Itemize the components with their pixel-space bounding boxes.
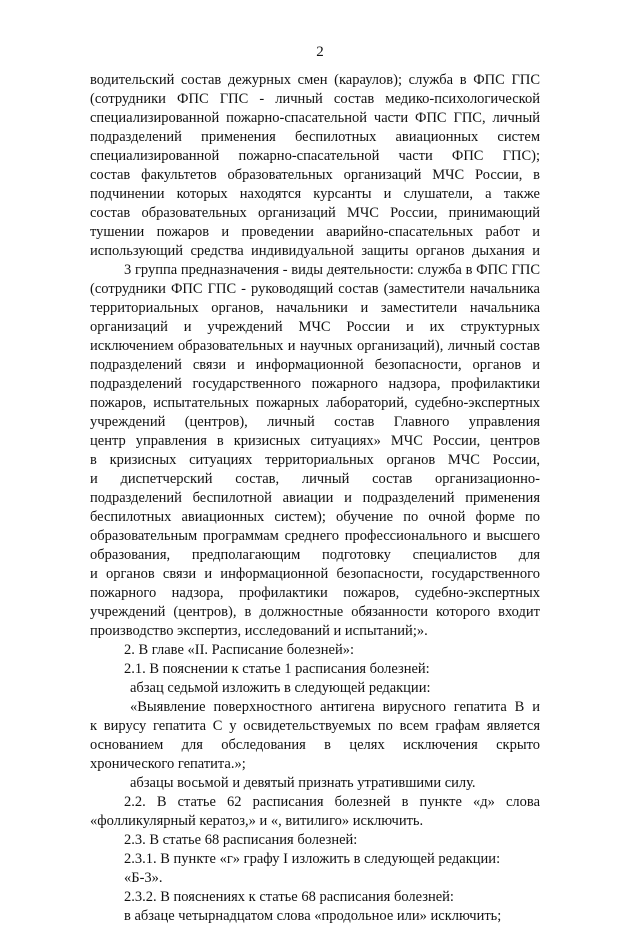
text-line: подразделений беспилотной авиации и подразделений применения (90, 490, 540, 506)
text-line: к вирусу гепатита С у освидетельствуемых по всем графам является (90, 718, 540, 734)
text-line: подразделений связи и информационной безопасности, органов и (90, 357, 540, 373)
text-line: 2.3. В статье 68 расписания болезней: (124, 832, 358, 848)
text-line: (сотрудники ФПС ГПС - личный состав медико-психологической (90, 91, 540, 107)
text-line: тушении пожаров и проведении аварийно-спасательных работ и (90, 224, 540, 240)
text-line: использующий средства индивидуальной защиты органов дыхания и (90, 243, 540, 259)
document-body (90, 71, 540, 926)
text-line: хронического гепатита.»; (90, 756, 246, 772)
text-line: 2.3.1. В пункте «г» графу I изложить в следующей редакции: (124, 851, 501, 867)
text-line: «Б-3». (124, 870, 163, 886)
text-line: исключением образовательных и научных организаций), личный состав (90, 338, 540, 354)
text-line: пожаров, испытательных пожарных лабораторий, судебно-экспертных (90, 395, 540, 411)
text-line: 2.3.2. В пояснениях к статье 68 расписания болезней: (124, 889, 454, 905)
text-line: беспилотных авиационных систем); обучение по очной форме по (90, 509, 540, 525)
text-line: пожарного надзора, профилактики пожаров, судебно-экспертных (90, 585, 540, 601)
text-line: образования, предполагающим подготовку специалистов для (90, 547, 540, 563)
text-line: 2.1. В пояснении к статье 1 расписания болезней: (124, 661, 430, 677)
text-line: специализированной пожарно-спасательной части ФПС ГПС, личный (90, 110, 540, 126)
text-line: основанием для обследования в целях исключения скрыто (90, 737, 540, 753)
text-line: 2. В главе «II. Расписание болезней»: (124, 642, 354, 658)
text-line: организаций и учреждений МЧС России и их структурных (90, 319, 540, 335)
text-line: подразделений государственного пожарного надзора, профилактики (90, 376, 540, 392)
text-line: подразделений применения беспилотных авиационных систем (90, 129, 540, 145)
text-line: учреждений (центров), в должностные обязанности которого входит (90, 604, 540, 620)
text-line: абзацы восьмой и девятый признать утратившими силу. (130, 775, 476, 791)
text-line: подчинении которых находятся курсанты и слушатели, а также (90, 186, 540, 202)
text-line: производство экспертиз, исследований и испытаний;». (90, 623, 428, 639)
text-line: учреждений (центров), личный состав Главного управления (90, 414, 540, 430)
text-line: состав факультетов образовательных организаций МЧС России, в (90, 167, 540, 183)
text-line: в абзаце четырнадцатом слова «продольное или» исключить; (124, 908, 502, 924)
text-line: состав образовательных организаций МЧС России, принимающий (90, 205, 540, 221)
text-line: водительский состав дежурных смен (караулов); служба в ФПС ГПС (90, 72, 540, 88)
text-line: территориальных органов, начальники и заместители начальника (90, 300, 540, 316)
page-number: 2 (316, 44, 324, 60)
text-line: специализированной пожарно-спасательной части ФПС ГПС); (90, 148, 540, 164)
text-line: в кризисных ситуациях территориальных органов МЧС России, (90, 452, 540, 468)
text-line: и диспетчерский состав, личный состав организационно- (90, 471, 540, 487)
text-line: 3 группа предназначения - виды деятельности: служба в ФПС ГПС (124, 262, 540, 278)
text-line: «Выявление поверхностного антигена вирусного гепатита В и (130, 699, 540, 715)
text-line: «фолликулярный кератоз,» и «, витилиго» исключить. (90, 813, 424, 829)
text-line: образовательным программам среднего профессионального и высшего (90, 528, 540, 544)
text-line: абзац седьмой изложить в следующей редакции: (130, 680, 431, 696)
text-line: и органов связи и информационной безопасности, государственного (90, 566, 540, 582)
text-line: (сотрудники ФПС ГПС - руководящий состав (заместители начальника (90, 281, 540, 297)
text-line: 2.2. В статье 62 расписания болезней в пункте «д» слова (124, 794, 540, 810)
text-line: центр управления в кризисных ситуациях» МЧС России, центров (90, 433, 540, 449)
